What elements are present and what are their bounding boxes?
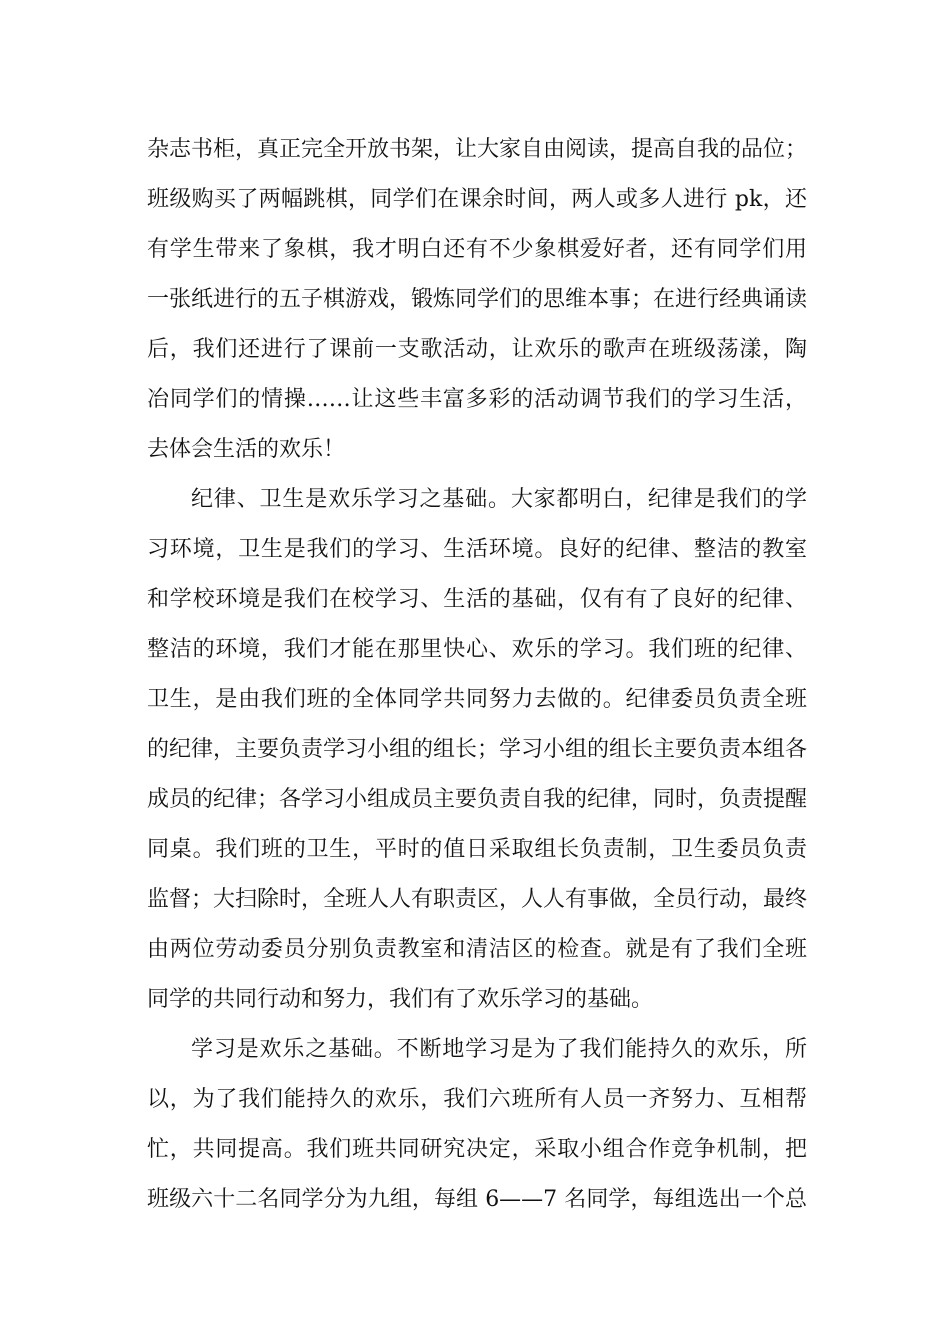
paragraph-1-line-2: 班级购买了两幅跳棋，同学们在课余时间，两人或多人进行 pk，还 [147, 187, 807, 212]
paragraph-2-line-3: 和学校环境是我们在校学习、生活的基础，仅有有了良好的纪律、 [147, 587, 807, 612]
paragraph-3-line-4: 班级六十二名同学分为九组，每组 6——7 名同学，每组选出一个总 [147, 1187, 807, 1212]
paragraph-2-line-1: 纪律、卫生是欢乐学习之基础。大家都明白，纪律是我们的学 [191, 487, 807, 512]
paragraph-2-line-8: 同桌。我们班的卫生，平时的值日采取组长负责制，卫生委员负责 [147, 837, 807, 862]
paragraph-3-line-2: 以，为了我们能持久的欢乐，我们六班所有人员一齐努力、互相帮 [147, 1087, 807, 1112]
paragraph-1-line-5: 后，我们还进行了课前一支歌活动，让欢乐的歌声在班级荡漾，陶 [147, 337, 807, 362]
paragraph-2-line-4: 整洁的环境，我们才能在那里快心、欢乐的学习。我们班的纪律、 [147, 637, 807, 662]
paragraph-2-line-6: 的纪律，主要负责学习小组的组长；学习小组的组长主要负责本组各 [147, 737, 808, 762]
paragraph-2-line-11: 同学的共同行动和努力，我们有了欢乐学习的基础。 [147, 987, 654, 1012]
paragraph-1-line-6: 冶同学们的情操……让这些丰富多彩的活动调节我们的学习生活， [147, 387, 807, 412]
paragraph-1-line-7: 去体会生活的欢乐！ [147, 437, 346, 462]
paragraph-2-line-5: 卫生，是由我们班的全体同学共同努力去做的。纪律委员负责全班 [147, 687, 807, 712]
paragraph-1-line-4: 一张纸进行的五子棋游戏，锻炼同学们的思维本事；在进行经典诵读 [147, 287, 808, 312]
paragraph-2-line-7: 成员的纪律；各学习小组成员主要负责自我的纪律，同时，负责提醒 [147, 787, 808, 812]
paragraph-2-line-9: 监督；大扫除时，全班人人有职责区，人人有事做，全员行动，最终 [147, 887, 808, 912]
paragraph-2-line-10: 由两位劳动委员分别负责教室和清洁区的检查。就是有了我们全班 [147, 937, 807, 962]
paragraph-3-line-3: 忙，共同提高。我们班共同研究决定，采取小组合作竞争机制，把 [147, 1137, 807, 1162]
paragraph-1-line-3: 有学生带来了象棋，我才明白还有不少象棋爱好者，还有同学们用 [147, 237, 807, 262]
paragraph-1-line-1: 杂志书柜，真正完全开放书架，让大家自由阅读，提高自我的品位； [147, 137, 808, 162]
paragraph-3-line-1: 学习是欢乐之基础。不断地学习是为了我们能持久的欢乐，所 [191, 1037, 807, 1062]
paragraph-2-line-2: 习环境，卫生是我们的学习、生活环境。良好的纪律、整洁的教室 [147, 537, 807, 562]
